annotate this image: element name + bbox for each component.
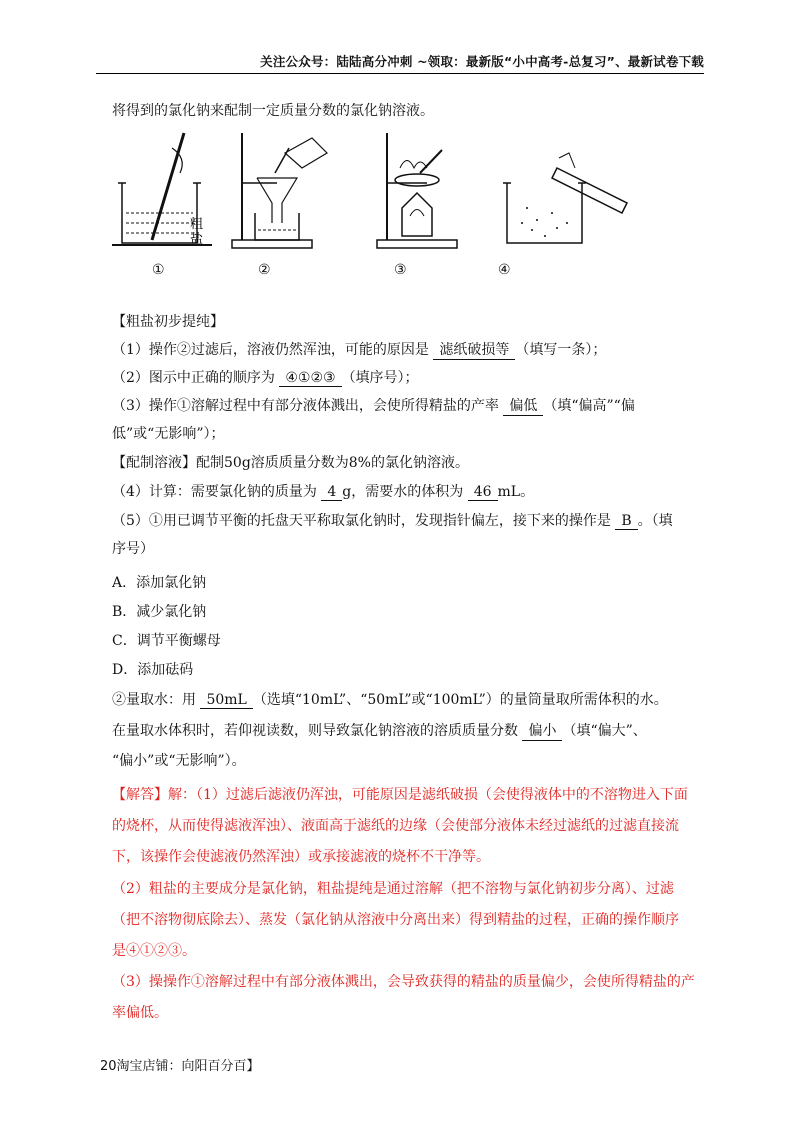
figure-label-1: ①: [152, 262, 165, 278]
option-b: B．减少氯化钠: [112, 604, 207, 620]
question-5c-cont: “偏小”或“无影响”）。: [112, 753, 246, 769]
answer-line-8: 率偏低。: [112, 1005, 168, 1021]
salt-label-1: 粗: [190, 217, 204, 232]
question-4: （4）计算：需要氯化钠的质量为 4 g，需要水的体积为 46 mL。: [112, 484, 535, 500]
answer-blank-4a: 4: [321, 484, 342, 501]
section-title-prep: 【配制溶液】: [112, 455, 196, 471]
pouring-figure: [497, 128, 637, 258]
question-5: （5）①用已调节平衡的托盘天平称取氯化钠时，发现指针偏左，接下来的操作是 B 。（填: [112, 513, 673, 529]
figure-label-2: ②: [258, 262, 271, 278]
dissolving-figure: [112, 128, 222, 258]
question-2: （2）图示中正确的顺序为 ④①②③ （填序号）；: [112, 370, 419, 386]
answer-blank-1: 滤纸破损等: [433, 339, 515, 360]
answer-line-4: （2）粗盐的主要成分是氯化钠，粗盐提纯是通过溶解（把不溶物与氯化钠初步分离）、过滤: [112, 881, 674, 897]
answer-line-7: （3）操操作①溶解过程中有部分液体溅出，会导致获得的精盐的质量偏少，会使所得精盐的产: [112, 974, 695, 990]
intro-text: 将得到的氯化钠来配制一定质量分数的氯化钠溶液。: [112, 103, 434, 119]
question-3-cont: 低”或“无影响”）；: [112, 426, 225, 442]
question-5c: 在量取水体积时，若仰视读数，则导致氯化钠溶液的溶质质量分数 偏小 （填“偏大”、: [112, 720, 647, 741]
filtration-figure: [227, 128, 357, 258]
answer-line-3: 下，该操作会使滤液仍然浑浊）或承接滤液的烧杯不干净等。: [112, 849, 490, 865]
answer-line-5: （把不溶物彻底除去）、蒸发（氯化钠从溶液中分离出来）得到精盐的过程，正确的操作顺序: [112, 912, 679, 928]
answer-blank-5: B: [615, 513, 637, 530]
question-5-cont: 序号）: [112, 541, 154, 557]
experiment-figures: [112, 128, 632, 278]
option-d: D．添加砝码: [112, 662, 194, 678]
question-1: （1）操作②过滤后，溶液仍然浑浊，可能的原因是 滤纸破损等 （填写一条）；: [112, 339, 606, 360]
page-header: 关注公众号：陆陆高分冲刺 ~领取：最新版“小中高考-总复习”、最新试卷下载: [260, 54, 704, 69]
figure-label-4: ④: [498, 262, 511, 278]
option-a: A．添加氯化钠: [112, 575, 207, 591]
answer-line-6: 是④①②③。: [112, 943, 196, 959]
answer-blank-3: 偏低: [503, 395, 543, 416]
answer-blank-5b: 50mL: [200, 692, 252, 709]
salt-label-2: 盐: [190, 232, 204, 247]
answer-blank-2: ④①②③: [279, 370, 341, 387]
question-5b: ②量取水：用 50mL （选填“10mL”、“50mL”或“100mL”）的量筒量取所需体积的水。: [112, 692, 668, 708]
answer-blank-5c: 偏小: [522, 720, 562, 741]
question-3: （3）操作①溶解过程中有部分液体溅出，会使所得精盐的产率 偏低 （填“偏高”“偏: [112, 395, 635, 416]
answer-line-1: 【解答】解：（1）过滤后滤液仍浑浊，可能原因是滤纸破损（会使得液体中的不溶物进入下面: [112, 787, 688, 803]
answer-blank-4b: 46: [468, 484, 498, 501]
figure-label-3: ③: [394, 262, 407, 278]
header-rule: [96, 73, 704, 74]
page-footer: 20淘宝店铺：向阳百分百】: [100, 1059, 260, 1074]
evaporation-figure: [372, 128, 482, 258]
answer-line-2: 的烧杯，从而使得滤液浑浊）、液面高于滤纸的边缘（会使部分液体未经过滤纸的过滤直接流: [112, 818, 679, 834]
option-c: C．调节平衡螺母: [112, 633, 221, 649]
section-prep: 【配制溶液】配制50g溶质质量分数为8%的氯化钠溶液。: [112, 455, 469, 471]
section-title-crude: 【粗盐初步提纯】: [112, 314, 224, 330]
